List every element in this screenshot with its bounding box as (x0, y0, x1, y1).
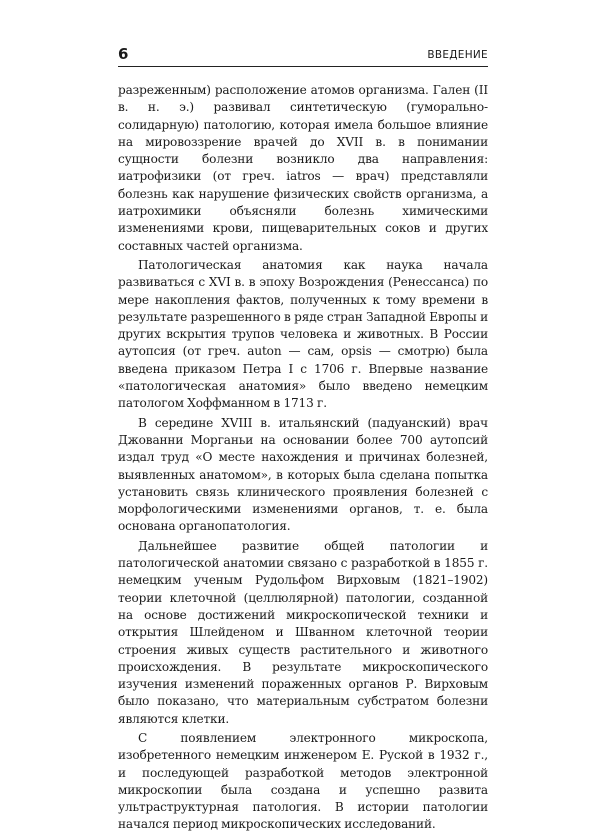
paragraph-2: Патологическая анатомия как наука начала развиваться с XVI в. в эпоху Возрождения (Ренессанса) по мере накопления фактов, полученных к тому времени в результате разрешенного в ряде стран Западной Европы и других вскрытия трупов человека и животных. В России аутопсия (от греч. auton — сам, opsis — смотрю) была введена приказом Петра I с 1706 г. Впервые название «патологическая анатомия» было введено немецким патологом Хоффманном в 1713 г. (118, 257, 488, 411)
page-number: 6 (118, 45, 129, 63)
body-text (118, 82, 488, 836)
section-title: ВВЕДЕНИЕ (427, 49, 488, 61)
paragraph-5: С появлением электронного микроскопа, изобретенного немецким инженером Е. Руской в 1932 г., и последующей разработкой методов электронной микроскопии была создана и успешно развита ультраструктурная патология. В истории патологии начался период микроскопических исследований. (118, 730, 488, 832)
paragraph-3: В середине XVIII в. итальянский (падуанский) врач Джованни Морганьи на основании более 700 аутопсий издал труд «О месте нахождения и причинах болезней, выявленных анатомом», в которых была сделана попытка установить связь клинического проявления болезней с морфологическими изменениями органов, т. е. была основана органопатология. (118, 415, 488, 534)
paragraph-4: Дальнейшее развитие общей патологии и патологической анатомии связано с разработкой в 1855 г. немецким ученым Рудольфом Вирховым (1821–1902) теории клеточной (целлюлярной) патологии, созданной на основе достижений микроскопической техники и открытия Шлейденом и Шванном клеточной теории строения живых существ растительного и животного происхождения. В результате микроскопического изучения изменений пораженных органов Р. Вирховым было показано, что материальным субстратом болезни являются клетки. (118, 538, 488, 726)
paragraph-1: разреженным) расположение атомов организма. Гален (II в. н. э.) развивал синтетическую (гуморально-солидарную) патологию, которая имела большое влияние на мировоззрение врачей до XVII в. в понимании сущности болезни возникло два направления: иатрофизики (от греч. iatros — врач) представляли болезнь как нарушение физических свойств организма, а иатрохимики объясняли болезнь химическими изменениями крови, пищеварительных соков и других составных частей организма. (118, 83, 488, 253)
running-header (118, 46, 488, 67)
